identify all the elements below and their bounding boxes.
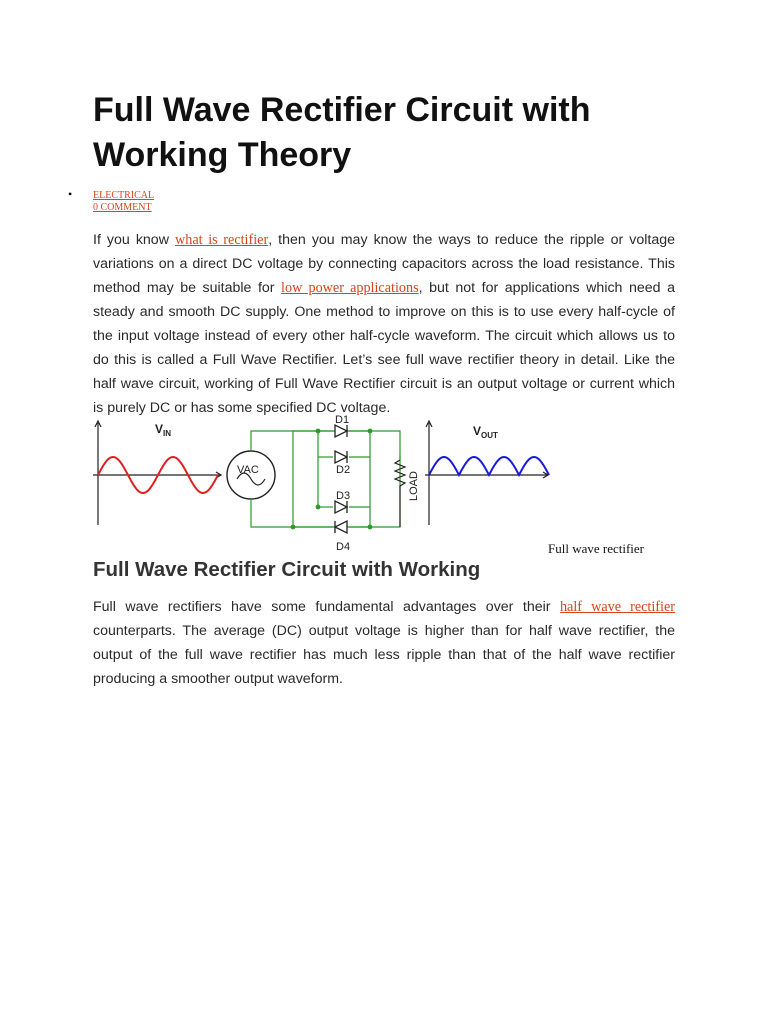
circuit-wires xyxy=(251,431,400,527)
d3-label: D3 xyxy=(336,490,351,502)
category-link[interactable]: ELECTRICAL xyxy=(93,190,155,201)
outer-loop-wire xyxy=(251,431,400,527)
rectifier-circuit-diagram xyxy=(93,415,553,555)
vin-label: $V_{IN}$ xyxy=(155,422,172,438)
what-is-rectifier-link[interactable]: what is rectifier xyxy=(174,232,269,248)
diode-d3 xyxy=(335,501,347,513)
comments-link[interactable]: 0 COMMENT xyxy=(93,202,152,213)
d2-label: D2 xyxy=(336,464,351,476)
figure-caption: Full wave rectifier xyxy=(548,541,645,556)
page-title: Full Wave Rectifier Circuit with Working Theory xyxy=(93,91,591,174)
diode-d1 xyxy=(335,425,347,437)
d4-label: D4 xyxy=(336,541,351,553)
diode-d4 xyxy=(335,521,347,533)
intro-text-3: , but not for applications which need a steady and smooth DC supply. One method to improve on this is to use every half-cycle of the input voltage instead of every other half-cycle waveform. The circuit which allows us to do this is called a Full Wave Rectifier. Let’s see full wave rectifier theory in detail. Like the half wave circuit, working of Full Wave Rectifier circuit is an output voltage or current which is purely DC or has some specified DC voltage. xyxy=(93,280,675,416)
diodes xyxy=(335,425,347,533)
intro-text-1: If you know xyxy=(93,232,175,248)
intro-text-2: , then you may know the ways to reduce the ripple or voltage variations on a direct DC voltage by connecting capacitors across the load resistance. This method may be suitable for xyxy=(93,232,675,296)
intro-paragraph xyxy=(93,228,675,420)
diode-d2 xyxy=(335,451,347,463)
load-label: LOAD xyxy=(408,471,420,501)
low-power-applications-link[interactable]: low power applications xyxy=(281,280,419,296)
section-text-1: Full wave rectifiers have some fundamental advantages over their xyxy=(93,599,560,615)
vac-label: VAC xyxy=(237,464,259,476)
output-rectified-wave xyxy=(429,457,549,475)
bullet-icon: • xyxy=(68,187,73,201)
post-meta xyxy=(68,187,155,214)
section-heading: Full Wave Rectifier Circuit with Working xyxy=(93,558,481,581)
junction-dots xyxy=(291,429,373,530)
half-wave-rectifier-link[interactable]: half wave rectifier xyxy=(559,599,675,615)
section-paragraph xyxy=(93,595,675,691)
section-text-2: counterparts. The average (DC) output voltage is higher than for half wave rectifier, the output of the full wave rectifier has much less ripple than that of the half wave rectifier producing a smoother output waveform. xyxy=(93,623,675,687)
d1-label: D1 xyxy=(335,415,350,426)
input-waveform-plot xyxy=(93,421,221,525)
vout-label: $V_{OUT}$ xyxy=(473,424,498,440)
